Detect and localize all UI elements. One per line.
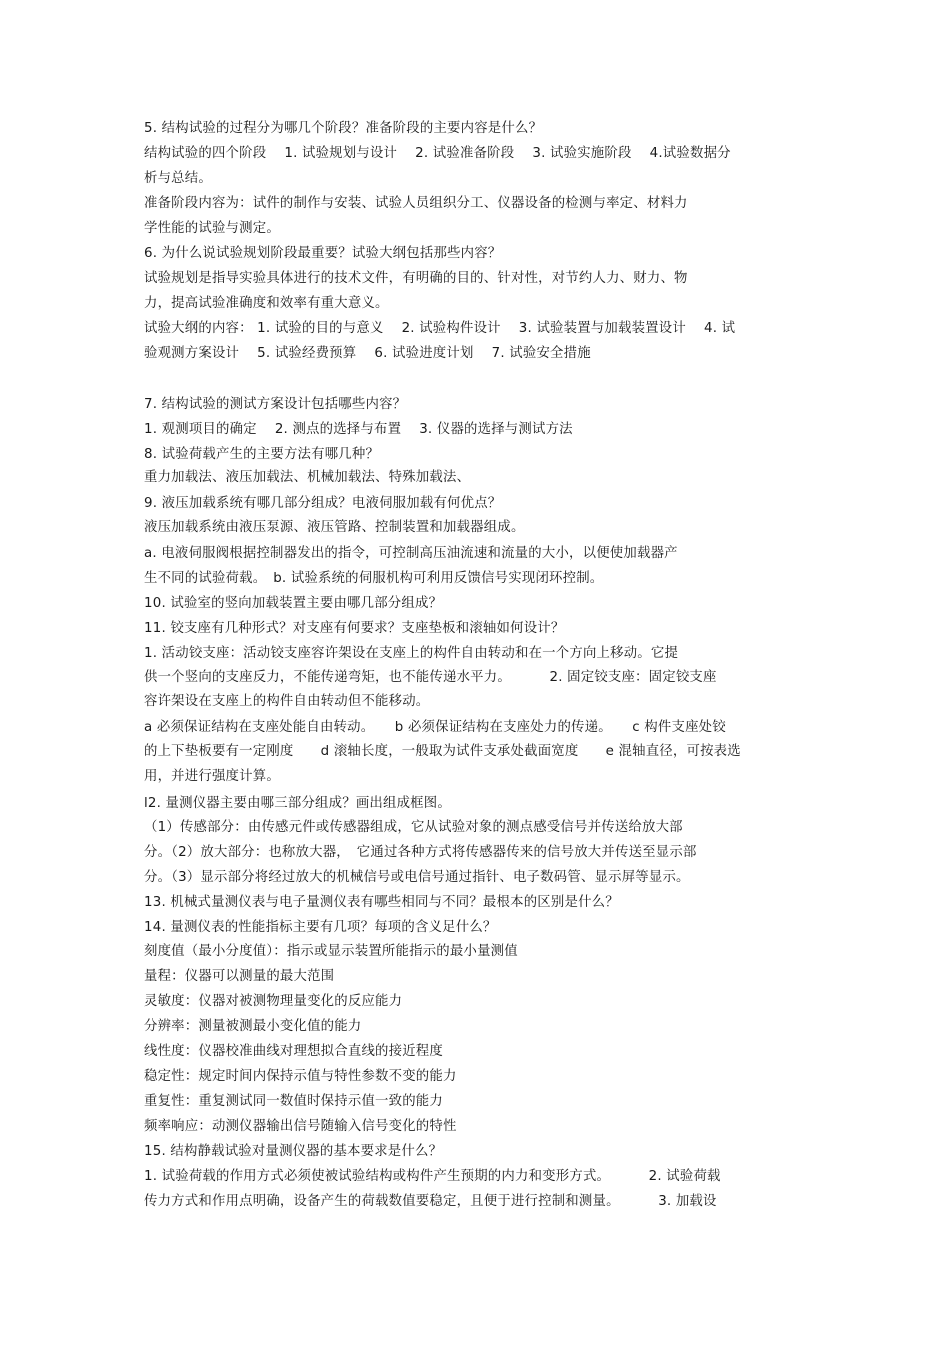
answer-text: 用，并进行强度计算。 <box>144 769 280 784</box>
answer-text: a 必须保证结构在支座处能自由转动。 b 必须保证结构在支座处力的传递。 c 构件支座处铰 <box>144 720 726 735</box>
answer-text: 线性度：仪器校准曲线对理想拟合直线的接近程度 <box>144 1044 443 1059</box>
answer-text: （1）传感部分：由传感元件或传感器组成，它从试验对象的测点感受信号并传送给放大部 <box>144 820 683 835</box>
answer-text: 准备阶段内容为：试件的制作与安装、试验人员组织分工、仪器设备的检测与率定、材料力 <box>144 196 688 211</box>
answer-text: 验观测方案设计 5. 试验经费预算 6. 试验进度计划 7. 试验安全措施 <box>144 346 591 361</box>
question-5-heading: 5. 结构试验的过程分为哪几个阶段？准备阶段的主要内容是什么？ <box>144 121 543 136</box>
question-7-heading: 7. 结构试验的测试方案设计包括哪些内容？ <box>144 397 407 412</box>
answer-text: 传力方式和作用点明确，设备产生的荷载数值要稳定，且便于进行控制和测量。 3. 加载设 <box>144 1194 717 1209</box>
answer-text: 刻度值（最小分度值）：指示或显示装置所能指示的最小量测值 <box>144 944 518 959</box>
answer-text: 分。（3）显示部分将经过放大的机械信号或电信号通过指针、电子数码管、显示屏等显示。 <box>144 870 690 885</box>
answer-text: 供一个竖向的支座反力，不能传递弯矩，也不能传递水平力。 2. 固定铰支座：固定铰支座 <box>144 670 717 685</box>
question-15-heading: 15. 结构静载试验对量测仪器的基本要求是什么？ <box>144 1144 443 1159</box>
answer-text: 稳定性：规定时间内保持示值与特性参数不变的能力 <box>144 1069 457 1084</box>
answer-text: 1. 观测项目的确定 2. 测点的选择与布置 3. 仪器的选择与测试方法 <box>144 422 573 437</box>
answer-text: 频率响应：动测仪器输出信号随输入信号变化的特性 <box>144 1119 457 1134</box>
question-13-heading: 13. 机械式量测仪表与电子量测仪表有哪些相同与不同？最根本的区别是什么？ <box>144 895 619 910</box>
answer-text: 量程：仪器可以测量的最大范围 <box>144 969 335 984</box>
answer-text: 分。（2）放大部分：也称放大器， 它通过各种方式将传感器传来的信号放大并传送至显示部 <box>144 845 697 860</box>
question-6-heading: 6. 为什么说试验规划阶段最重要？试验大纲包括那些内容？ <box>144 246 502 261</box>
answer-text: 灵敏度：仪器对被测物理量变化的反应能力 <box>144 994 403 1009</box>
answer-text: 1. 试验荷载的作用方式必须使被试验结构或构件产生预期的内力和变形方式。 2. 试验荷载 <box>144 1169 721 1184</box>
answer-text: 试验大纲的内容： 1. 试验的目的与意义 2. 试验构件设计 3. 试验装置与加载装置设计 4. 试 <box>144 321 736 336</box>
answer-text: 液压加载系统由液压泵源、液压管路、控制装置和加载器组成。 <box>144 520 525 535</box>
question-12-heading: l2. 量测仪器主要由哪三部分组成？画出组成框图。 <box>144 796 451 811</box>
answer-text: 的上下垫板要有一定刚度 d 滚轴长度，一般取为试件支承处截面宽度 e 混轴直径，可按表选 <box>144 744 741 759</box>
answer-text: 析与总结。 <box>144 171 212 186</box>
answer-text: 结构试验的四个阶段 1. 试验规划与设计 2. 试验准备阶段 3. 试验实施阶段 4.试验数据分 <box>144 146 731 161</box>
answer-text: 重力加载法、液压加载法、机械加载法、特殊加载法、 <box>144 470 471 485</box>
question-14-heading: 14. 量测仪表的性能指标主要有几项？每项的含义足什么？ <box>144 920 497 935</box>
answer-text: 分辨率：测量被测最小变化值的能力 <box>144 1019 362 1034</box>
answer-text: 力，提高试验准确度和效率有重大意义。 <box>144 296 389 311</box>
answer-text: 重复性：重复测试同一数值时保持示值一致的能力 <box>144 1094 443 1109</box>
answer-text: 试验规划是指导实验具体进行的技术文件，有明确的目的、针对性，对节约人力、财力、物 <box>144 271 688 286</box>
answer-text: a. 电液伺服阀根据控制器发出的指令，可控制高压油流速和流量的大小，以便使加载器产 <box>144 546 678 561</box>
answer-text: 学性能的试验与测定。 <box>144 221 280 236</box>
answer-text: 容许架设在支座上的构件自由转动但不能移动。 <box>144 694 430 709</box>
question-11-heading: 11. 铰支座有几种形式？对支座有何要求？支座垫板和滚轴如何设计？ <box>144 621 565 636</box>
answer-text: 生不同的试验荷载。 b. 试验系统的伺服机构可利用反馈信号实现闭环控制。 <box>144 571 604 586</box>
question-10-heading: 10. 试验室的竖向加载装置主要由哪几部分组成？ <box>144 596 443 611</box>
answer-text: 1. 活动铰支座：活动铰支座容许架设在支座上的构件自由转动和在一个方向上移动。它提 <box>144 646 679 661</box>
question-8-heading: 8. 试验荷载产生的主要方法有哪几种？ <box>144 447 380 462</box>
question-9-heading: 9. 液压加载系统有哪几部分组成？电液伺服加载有何优点？ <box>144 496 502 511</box>
